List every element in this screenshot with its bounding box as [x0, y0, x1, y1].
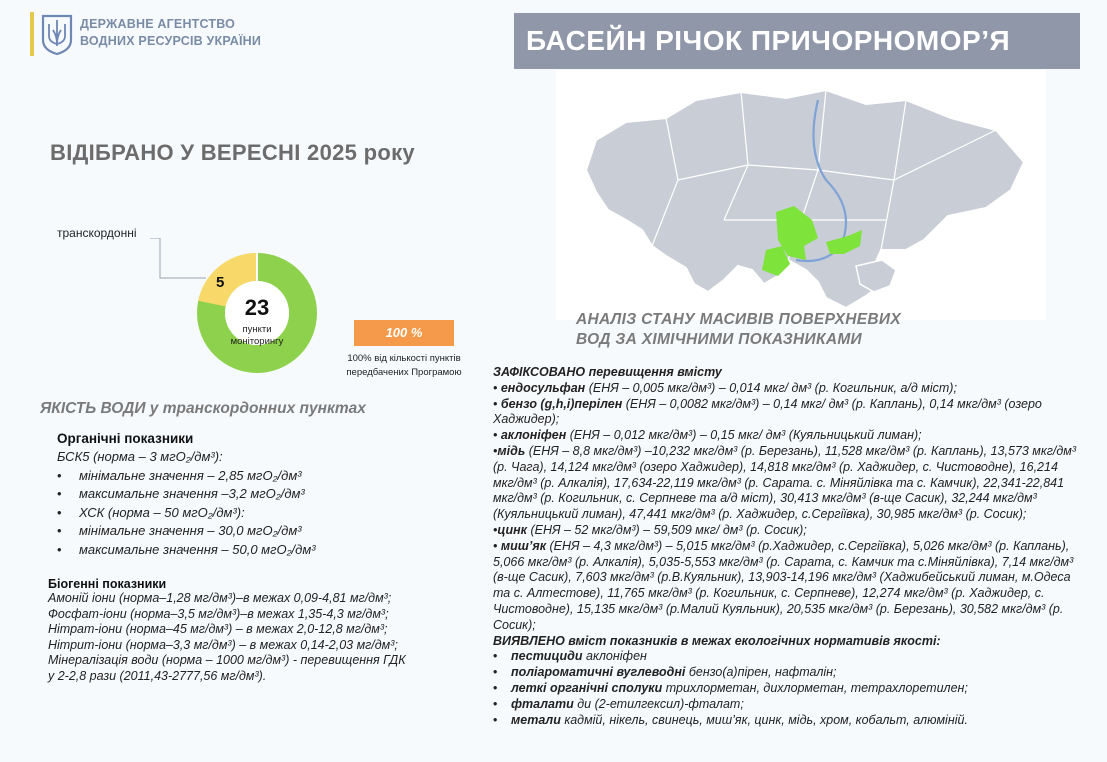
sampled-title: ВІДІБРАНО У ВЕРЕСНІ 2025 року	[50, 140, 415, 165]
list-item: • бензо (g,h,i)перілен (ЕНЯ – 0,0082 мкг/дм³) – 0,14 мкг/ дм³ (р. Каплань), 0,14 мкг/дм³ (озеро Хаджидер);	[493, 396, 1042, 427]
list-item: • леткі органічні сполуки трихлорметан, дихлорметан, тетрахлоретилен;	[493, 680, 968, 695]
bsk-norm: БСК5 (норма – 3 мгО₂/дм³):	[57, 449, 223, 464]
list-item: • пестициди аклоніфен	[493, 649, 647, 664]
list-item: • аклоніфен (ЕНЯ – 0,012 мкг/дм³) – 0,15 мкг/ дм³ (Куяльницький лиман);	[493, 428, 922, 443]
biogenic-indicators-list	[48, 591, 468, 684]
list-item: • миш’як (ЕНЯ – 4,3 мкг/дм³) – 5,015 мкг/дм³ (р.Хаджидер, с.Сергіївка), 5,026 мкг/дм³ (р. Каплань), 5,066 мкг/дм³ (р. Алкалія), 5,035-5,553 мкг/дм³ (р. Сарата, с. Камчик та с.Міняйлівка), 7,14 мкг/дм³ (в-ще Сасик), 7,603 мкг/дм³ (р.В.Куяльник), 13,903-14,196 мкг/дм³ (Хаджибейський лиман, м.Одеса та с. Алтестове), 11,765 мкг/дм³ (р. Когильник, с. Серпневе), 12,274 мкг/дм³ (р. Хаджидер, с. Чистоводне), 15,135 мкг/дм³ (р.Малий Куяльник), 20,535 мкг/дм³ (р. Березань), 30,582 мкг/дм³ (р. Сосик);	[493, 538, 1074, 632]
total-points-caption: пункти моніторингу	[230, 324, 284, 347]
list-item: Амоній іони (норма–1,28 мг/дм³)–в межах 0,09-4,81 мг/дм³;	[48, 591, 392, 605]
list-item: •мідь (ЕНЯ – 8,8 мкг/дм³) –10,232 мкг/дм³ (р. Березань), 11,528 мкг/дм³ (р. Каплань), 13,573 мкг/дм³ (р. Чага), 14,124 мкг/дм³ (озеро Хаджидер), 14,818 мкг/дм³ (р. Хаджидер, с. Чистоводне), 16,214 мкг/дм³ (р. Алкалія), 17,634-22,119 мкг/дм³ (р. Сарата. с. Міняйлівка та с. Камчик), 22,341-22,841 мкг/дм³ (р. Когильник, с. Серпневе та а/д міст), 30,413 мкг/дм³ (в-ще Сасик), 32,244 мкг/дм³ (Куяльницький лиман), 47,441 мкг/дм³ (р. Хаджидер, с.Сергіївка), 30,985 мкг/дм³ (р. Сосик);	[493, 443, 1077, 522]
list-item: Нітрит-іони (норма–3,3 мг/дм³) – в межах 0,14-2,03 мг/дм³;	[48, 637, 398, 652]
list-item: Мінералізація води (норма – 1000 мг/дм³) - перевищення ГДК	[48, 653, 406, 667]
list-item: • метали кадмій, нікель, свинець, миш’як, цинк, мідь, хром, кобальт, алюміній.	[493, 712, 968, 727]
transboundary-label: транскордонні	[57, 226, 137, 240]
list-item: Фосфат-іони (норма–3,5 мг/дм³)–в межах 1,35-4,3 мг/дм³;	[48, 606, 389, 621]
findings-section	[493, 365, 1085, 728]
total-points-value: 23	[244, 295, 270, 320]
trident-emblem-icon	[40, 12, 74, 56]
agency-name: ДЕРЖАВНЕ АГЕНТСТВО ВОДНИХ РЕСУРСІВ УКРАЇНИ	[80, 17, 262, 48]
program-percent-badge: 100 %	[354, 320, 454, 346]
list-item: • максимальне значення –3,2 мгО₂/дм³	[57, 486, 305, 501]
list-item: • мінімальне значення – 30,0 мгО₂/дм³	[57, 523, 302, 538]
transboundary-count: 5	[216, 274, 225, 291]
found-title: ВИЯВЛЕНО вміст показників в межах екологічних нормативів якості:	[493, 633, 941, 648]
list-item: • фталати ди (2-етилгексил)-фталат;	[493, 696, 744, 711]
list-item: • ХСК (норма – 50 мгО₂/дм³):	[57, 504, 245, 520]
ukraine-territory	[586, 90, 1024, 308]
program-percent-note: 100% від кількості пунктів передбачених Програмою	[346, 353, 462, 378]
list-item: • ендосульфан (ЕНЯ – 0,005 мкг/дм³) – 0,014 мкг/ дм³ (р. Когильник, а/д міст);	[493, 380, 957, 395]
list-item: • максимальне значення – 50,0 мгО₂/дм³	[57, 541, 316, 557]
ukraine-map	[556, 70, 1046, 320]
exceed-title: ЗАФІКСОВАНО перевищення вмісту	[493, 365, 722, 379]
map-caption: АНАЛІЗ СТАНУ МАСИВІВ ПОВЕРХНЕВИХ ВОД ЗА ХІМІЧНИМИ ПОКАЗНИКАМИ	[576, 311, 901, 348]
list-item: • поліароматичні вуглеводні бензо(а)пірен, нафталін;	[493, 665, 837, 680]
list-item: у 2-2,8 рази (2011,43-2777,56 мг/дм³).	[48, 668, 267, 683]
organic-indicators-title: Органічні показники	[57, 431, 194, 446]
organic-indicators-list	[57, 448, 316, 559]
list-item: • мінімальне значення – 2,85 мгО₂/дм³	[57, 467, 302, 483]
water-quality-title: ЯКІСТЬ ВОДИ у транскордонних пунктах	[40, 400, 366, 417]
list-item: Нітрат-іони (норма–45 мг/дм³) – в межах 2,0-12,8 мг/дм³;	[48, 622, 388, 636]
biogenic-indicators-title: Біогенні показники	[48, 577, 167, 591]
list-item: •цинк (ЕНЯ – 52 мкг/дм³) – 59,509 мкг/ дм³ (р. Сосик);	[493, 522, 807, 537]
logo-accent-bar	[30, 12, 34, 56]
ukraine-map-graphic	[556, 70, 1046, 320]
basin-title-banner: БАСЕЙН РІЧОК ПРИЧОРНОМОР’Я	[514, 13, 1080, 69]
